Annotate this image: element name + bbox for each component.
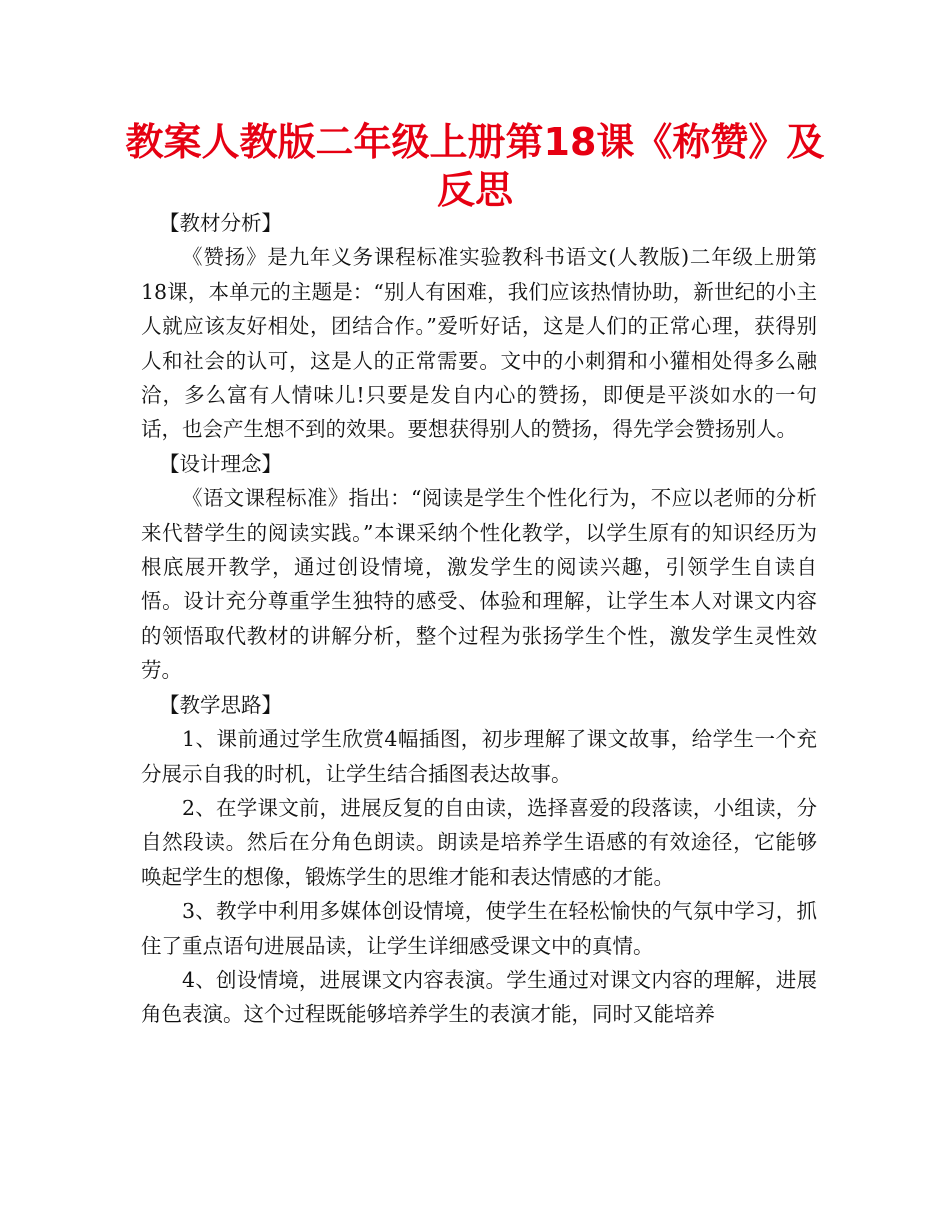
- section-heading-teaching-ideas: 【教学思路】: [159, 692, 282, 717]
- list-item-teaching-idea-2: 2、在学课文前，进展反复的自由读，选择喜爱的段落读，小组读，分自然段读。然后在分角色朗读。朗读是培养学生语感的有效途径，它能够唤起学生的想像，锻炼学生的思维才能和表达情感的才能。: [141, 795, 817, 889]
- paragraph-textbook-analysis: 《赞扬》是九年义务课程标准实验教科书语文(人教版)二年级上册第18课，本单元的主题是：“别人有困难，我们应该热情协助，新世纪的小主人就应该友好相处，团结合作。”爱听好话，这是人们的正常心理，获得别人和社会的认可，这是人的正常需要。文中的小刺猬和小獾相处得多么融洽，多么富有人情味儿!只要是发自内心的赞扬，即便是平淡如水的一句话，也会产生想不到的效果。要想获得别人的赞扬，得先学会赞扬别人。: [141, 245, 817, 442]
- list-item-teaching-idea-4: 4、创设情境，进展课文内容表演。学生通过对课文内容的理解，进展角色表演。这个过程既能够培养学生的表演才能，同时又能培养: [141, 967, 817, 1027]
- section-heading-textbook-analysis: 【教材分析】: [159, 211, 282, 235]
- document-title: [0, 118, 950, 214]
- document-body: [141, 206, 817, 1032]
- section-heading-design-concept: 【设计理念】: [159, 451, 282, 476]
- list-item-teaching-idea-3: 3、教学中利用多媒体创设情境，使学生在轻松愉快的气氛中学习，抓住了重点语句进展品读，让学生详细感受课文中的真情。: [141, 899, 817, 958]
- title-line-2: 反思: [436, 168, 513, 212]
- list-item-teaching-idea-1: 1、课前通过学生欣赏4幅插图，初步理解了课文故事，给学生一个充分展示自我的时机，让学生结合插图表达故事。: [141, 727, 817, 786]
- title-line-1: 教案人教版二年级上册第18课《称赞》及: [125, 120, 825, 164]
- paragraph-design-concept: 《语文课程标准》指出：“阅读是学生个性化行为，不应以老师的分析来代替学生的阅读实践。”本课采纳个性化教学，以学生原有的知识经历为根底展开教学，通过创设情境，激发学生的阅读兴趣，引领学生自读自悟。设计充分尊重学生独特的感受、体验和理解，让学生本人对课文内容的领悟取代教材的讲解分析，整个过程为张扬学生个性，激发学生灵性效劳。: [141, 486, 817, 683]
